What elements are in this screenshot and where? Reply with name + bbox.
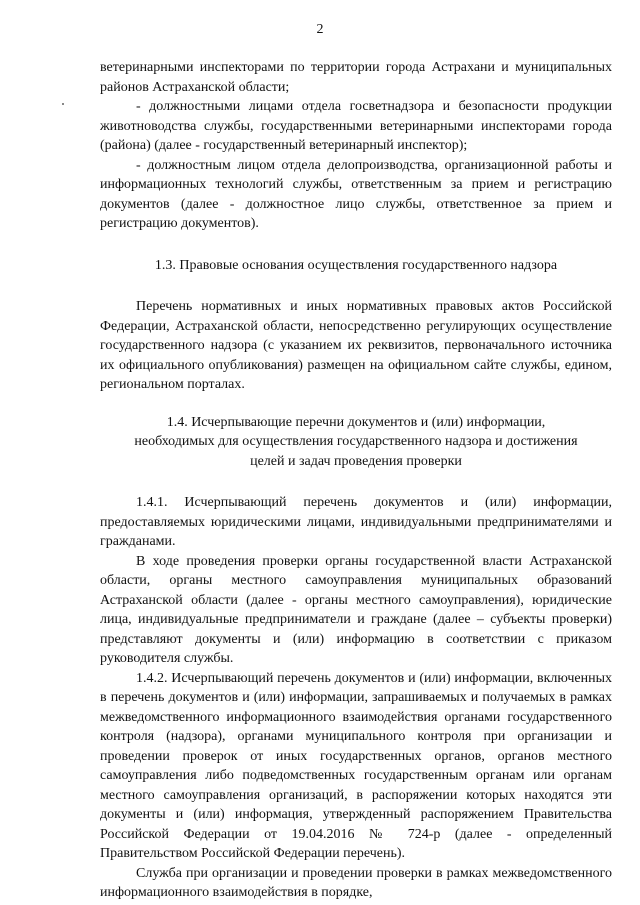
paragraph-1-4-2: 1.4.2. Исчерпывающий перечень документов и (или) информации, включенных в перечень документов и (или) информации, запрашиваемых и получаемых в рамках межведомственного информационного взаимодействия органами государственного контроля (надзора), органами муниципального контроля при организации и проведении проверок от иных государственных органов, органов местного самоуправления либо подведомственных государственным органам или органам местного самоуправления организаций, в распоряжении которых находятся эти документы и (или) информация, утвержденный распоряжением Правительства Российской Федерации от 19.04.2016 № 724-р (далее - определенный Правительством Российской Федерации перечень). [100, 670, 612, 861]
paragraph-during-inspection: В ходе проведения проверки органы государственной власти Астраханской области, органы местного самоуправления муниципальных образований Астраханской области (далее - органы местного самоуправления), юридические лица, индивидуальные предприниматели и граждане (далее – субъекты проверки) представляют документы и (или) информацию в соответствии с приказом руководителя службы. [100, 553, 612, 666]
document-body [100, 58, 612, 903]
paragraph-official-records: - должностным лицом отдела делопроизводства, организационной работы и информационных технологий службы, ответственным за прием и регистрацию документов (далее - должностное лицо службы, ответственное за прием и регистрацию документов). [100, 157, 612, 231]
page-number: 2 [316, 22, 324, 37]
paragraph-officials-gosvetnadzor: - должностными лицами отдела госветнадзора и безопасности продукции животноводства службы, государственными ветеринарными инспекторами города (района) (далее - государственный ветеринарный инспектор); [100, 99, 612, 153]
heading-1-4 [100, 413, 612, 472]
heading-1-4-line2: необходимых для осуществления государственного надзора и достижения [134, 434, 578, 449]
heading-1-4-line1: 1.4. Исчерпывающие перечни документов и (или) информации, [166, 414, 546, 430]
heading-1-3: 1.3. Правовые основания осуществления государственного надзора [154, 257, 558, 273]
paragraph-1-3: Перечень нормативных и иных нормативных правовых актов Российской Федерации, Астраханской области, непосредственно регулирующих осуществление государственного надзора (с указанием их реквизитов, первоначального источника их официального опубликования) размещен на официальном сайте службы, едином, региональном порталах. [100, 299, 612, 392]
paragraph-service: Служба при организации и проведении проверки в рамках межведомственного информационного взаимодействия в порядке, [100, 865, 612, 900]
paragraph-1-4-1: 1.4.1. Исчерпывающий перечень документов и (или) информации, предоставляемых юридическими лицами, индивидуальными предпринимателями и гражданами. [100, 495, 612, 549]
paragraph-inspectors: ветеринарными инспекторами по территории города Астрахани и муниципальных районов Астраханской области; [100, 60, 612, 95]
heading-1-4-line3: целей и задач проведения проверки [250, 453, 462, 469]
scan-speck [62, 103, 64, 105]
